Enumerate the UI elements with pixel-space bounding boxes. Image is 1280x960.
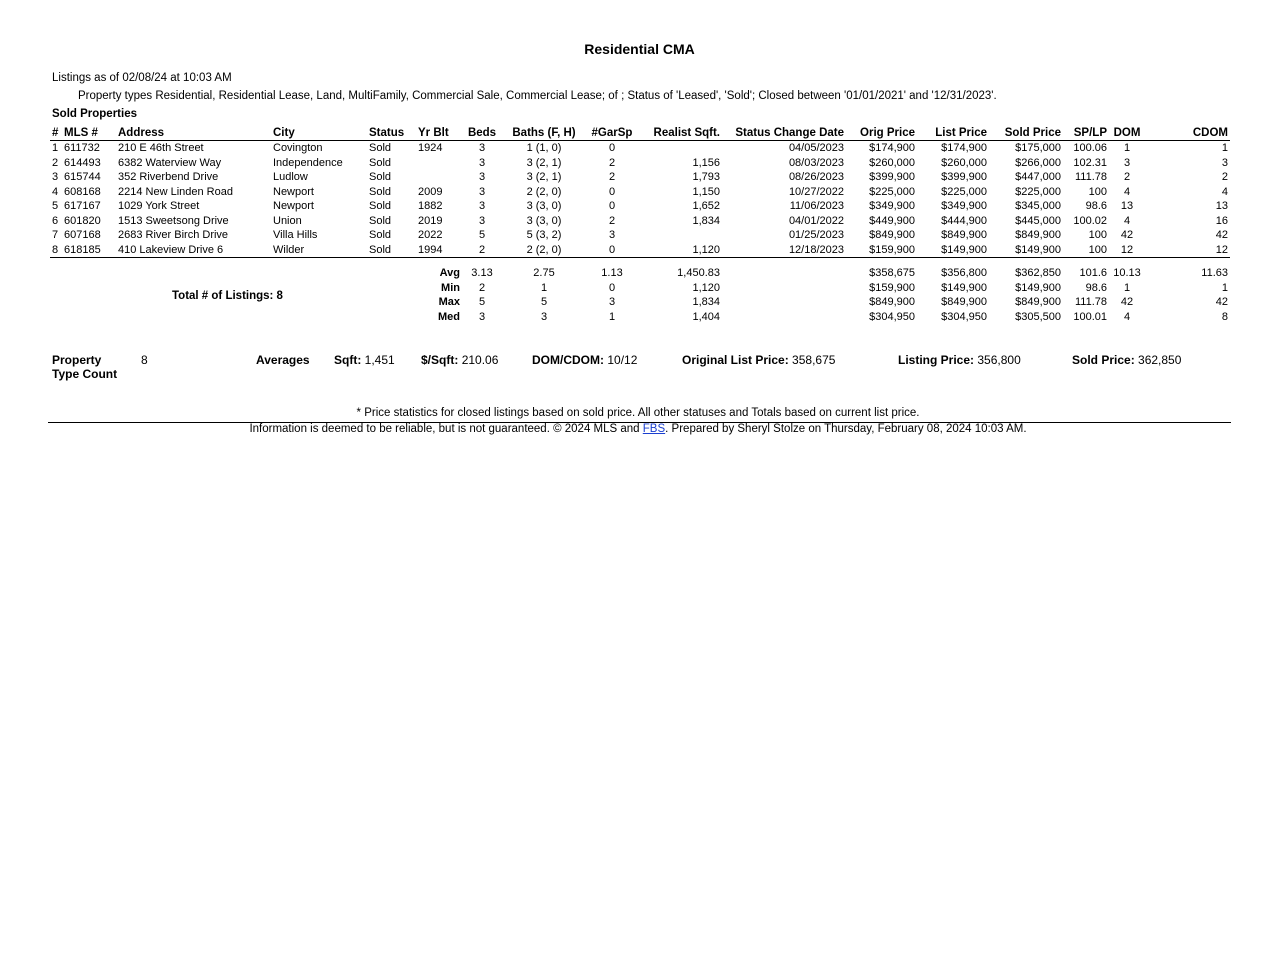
cell-address: 2683 River Birch Drive — [118, 229, 229, 242]
cell-city: Covington — [273, 142, 323, 155]
cell-status-change-date: 08/26/2023 — [788, 171, 844, 184]
stat-beds: 3.13 — [471, 267, 493, 280]
stats-row — [50, 281, 1230, 296]
stat-dom: 1 — [1123, 281, 1131, 294]
column-header-list-price: List Price — [917, 125, 989, 141]
stat-sqft: 1,120 — [692, 281, 720, 294]
cell-status: Sold — [369, 214, 392, 227]
stat-empty-cell — [722, 310, 846, 325]
stat-empty-cell — [62, 310, 116, 325]
stat-orig: $159,900 — [869, 281, 915, 294]
cell-status-change-date: 04/01/2022 — [788, 214, 844, 227]
cell-dom: 2 — [1123, 171, 1131, 184]
cell-dom: 13 — [1120, 200, 1134, 213]
cell-row-number: 2 — [52, 156, 59, 169]
stat-empty-cell — [722, 266, 846, 281]
stat-baths: 3 — [540, 310, 548, 323]
stat-sold: $362,850 — [1015, 267, 1061, 280]
cell-mls-number: 615744 — [64, 171, 101, 184]
cell-sp-lp: 102.31 — [1073, 156, 1107, 169]
cell-status-change-date: 08/03/2023 — [788, 156, 844, 169]
cell-beds: 3 — [478, 156, 486, 169]
cell-year-built: 2022 — [418, 229, 443, 242]
stat-empty-cell — [271, 266, 367, 281]
column-header-status-change-date: Status Change Date — [722, 125, 846, 141]
stat-dom: 42 — [1120, 296, 1134, 309]
table-row — [50, 185, 1230, 200]
stat-gar: 1.13 — [601, 267, 623, 280]
averages-label — [256, 353, 310, 367]
stat-empty-cell — [116, 295, 271, 310]
cell-sp-lp: 98.6 — [1085, 200, 1107, 213]
cell-row-number: 7 — [52, 229, 59, 242]
stat-empty-cell — [50, 281, 62, 296]
cell-baths: 1 (1, 0) — [526, 142, 562, 155]
stat-empty-cell — [62, 266, 116, 281]
cell-sold-price: $225,000 — [1015, 185, 1061, 198]
avg-dom-cdom — [532, 353, 637, 367]
avg-price-per-sqft — [421, 353, 498, 367]
cell-realist-sqft: 1,834 — [692, 214, 720, 227]
avg-sqft-value: 1,451 — [364, 353, 395, 367]
cell-year-built: 2019 — [418, 214, 443, 227]
cell-year-built: 1994 — [416, 243, 462, 258]
disclaimer-text-before: Information is deemed to be reliable, but is not guaranteed. © 2024 MLS and — [249, 423, 643, 435]
cell-baths: 3 (3, 0) — [526, 200, 562, 213]
cell-city: Independence — [273, 156, 343, 169]
cell-dom: 4 — [1123, 185, 1131, 198]
cell-year-built — [416, 170, 462, 185]
cell-orig-price: $349,900 — [869, 200, 915, 213]
cell-list-price: $399,900 — [941, 171, 987, 184]
cell-beds: 3 — [478, 214, 486, 227]
domcdom-label: DOM/CDOM: — [532, 353, 604, 367]
cell-orig-price: $399,900 — [869, 171, 915, 184]
cell-status-change-date: 12/18/2023 — [722, 243, 846, 258]
column-header-baths: Baths (F, H) — [502, 125, 586, 141]
cell-status: Sold — [369, 229, 392, 242]
cell-cdom: 12 — [1145, 243, 1230, 258]
stat-splp: 98.6 — [1085, 281, 1107, 294]
cell-list-price: $849,900 — [941, 229, 987, 242]
averages-label-text: Averages — [256, 353, 310, 367]
cell-dom: 12 — [1109, 243, 1145, 258]
cell-address: 210 E 46th Street — [118, 142, 204, 155]
cell-garage-spaces: 0 — [586, 243, 638, 258]
cell-sold-price: $149,900 — [989, 243, 1063, 258]
cell-orig-price: $225,000 — [869, 185, 915, 198]
cell-sp-lp: 100.02 — [1073, 214, 1107, 227]
cell-list-price: $349,900 — [941, 200, 987, 213]
column-header-address: Address — [116, 125, 271, 141]
avg-listing-price — [898, 353, 1021, 367]
stat-empty-cell — [367, 266, 416, 281]
cell-row-number: 3 — [52, 171, 59, 184]
cell-row-number: 6 — [52, 214, 59, 227]
cell-garage-spaces: 0 — [608, 142, 616, 155]
cell-status: Sold — [369, 200, 392, 213]
avg-original-list-price — [682, 353, 835, 367]
stats-row — [50, 266, 1230, 281]
listings-as-of: Listings as of 02/08/24 at 10:03 AM — [52, 72, 232, 84]
cell-beds: 3 — [478, 185, 486, 198]
table-row — [50, 214, 1230, 229]
cell-list-price: $225,000 — [941, 185, 987, 198]
stat-label: Max — [438, 296, 460, 309]
cell-orig-price: $849,900 — [869, 229, 915, 242]
column-header-beds: Beds — [462, 125, 502, 141]
table-row — [50, 199, 1230, 214]
table-header-row — [50, 125, 1230, 141]
list-price-value: 356,800 — [977, 353, 1021, 367]
stat-list: $149,900 — [941, 281, 987, 294]
stat-splp: 111.78 — [1074, 296, 1107, 309]
property-type-count-value: 8 — [141, 353, 148, 367]
stat-sqft: 1,404 — [692, 310, 720, 323]
stat-gar: 3 — [608, 296, 616, 309]
stat-empty-cell — [50, 266, 62, 281]
search-criteria: Property types Residential, Residential Lease, Land, MultiFamily, Commercial Sale, Commercial Lease; of ; Status of 'Leased', 'Sold'; Closed between '01/01/2021' and '12/31/2023'. — [78, 90, 997, 102]
sold-price-value: 362,850 — [1138, 353, 1182, 367]
stat-sqft: 1,834 — [692, 296, 720, 309]
cell-garage-spaces: 3 — [608, 229, 616, 242]
type-count-label-line2: Type Count — [52, 367, 118, 381]
cell-realist-sqft: 1,150 — [692, 185, 720, 198]
stat-empty-cell — [50, 295, 62, 310]
cell-mls-number: 608168 — [64, 185, 101, 198]
cell-list-price: $444,900 — [941, 214, 987, 227]
cell-row-number: 4 — [52, 185, 59, 198]
cell-address: 2214 New Linden Road — [118, 185, 233, 198]
cell-baths: 3 (2, 1) — [526, 156, 562, 169]
cell-address: 1029 York Street — [118, 200, 200, 213]
cell-status: Sold — [369, 142, 392, 155]
cell-sp-lp: 100 — [1088, 185, 1107, 198]
stat-list: $304,950 — [941, 310, 987, 323]
stat-empty-cell — [367, 295, 416, 310]
report-title: Residential CMA — [584, 41, 695, 57]
table-body — [50, 141, 1230, 258]
domcdom-value: 10/12 — [607, 353, 638, 367]
table-row — [50, 141, 1230, 156]
column-header-sold-price: Sold Price — [989, 125, 1063, 141]
stat-splp: 100.01 — [1073, 310, 1107, 323]
stat-label: Med — [438, 310, 460, 323]
total-listings: Total # of Listings: 8 — [172, 290, 283, 302]
stat-cdom: 8 — [1221, 310, 1228, 323]
stat-gar: 0 — [608, 281, 616, 294]
stat-baths: 5 — [540, 296, 548, 309]
cell-sp-lp: 100 — [1088, 229, 1107, 242]
stat-empty-cell — [116, 281, 271, 296]
price-footnote: * Price statistics for closed listings based on sold price. All other statuses and Totals based on current list price. — [356, 407, 920, 419]
stat-cdom: 11.63 — [1201, 267, 1228, 280]
cell-dom: 42 — [1120, 229, 1134, 242]
cell-year-built: 1924 — [418, 142, 443, 155]
stat-empty-cell — [62, 281, 116, 296]
column-header-realist-sqft: Realist Sqft. — [638, 125, 722, 141]
cell-garage-spaces: 0 — [608, 185, 616, 198]
cell-sold-price: $266,000 — [1015, 156, 1061, 169]
stat-label: Avg — [439, 267, 460, 280]
cell-realist-sqft — [638, 141, 722, 156]
cell-orig-price: $159,900 — [846, 243, 917, 258]
cell-cdom: 1 — [1221, 142, 1228, 155]
column-header-mls-number: MLS # — [62, 125, 116, 141]
report-page — [48, 0, 1231, 960]
stat-sold: $305,500 — [1015, 310, 1061, 323]
stat-sold: $149,900 — [1015, 281, 1061, 294]
stats-table — [50, 266, 1230, 324]
stat-orig: $304,950 — [869, 310, 915, 323]
cell-city: Ludlow — [273, 171, 308, 184]
cell-baths: 2 (2, 0) — [502, 243, 586, 258]
type-count-label-line1: Property — [52, 353, 102, 367]
cell-list-price: $149,900 — [917, 243, 989, 258]
stat-empty-cell — [116, 310, 271, 325]
orig-price-label: Original List Price: — [682, 353, 789, 367]
stat-empty-cell — [722, 295, 846, 310]
stat-empty-cell — [722, 281, 846, 296]
cell-mls-number: 617167 — [64, 200, 101, 213]
cell-city: Union — [273, 214, 302, 227]
cell-beds: 3 — [478, 142, 486, 155]
stats-row — [50, 310, 1230, 325]
cell-beds: 3 — [478, 200, 486, 213]
cell-beds: 5 — [478, 229, 486, 242]
stat-beds: 3 — [478, 310, 486, 323]
column-header-year-built: Yr Blt — [416, 125, 462, 141]
cell-year-built: 1882 — [418, 200, 443, 213]
stat-orig: $849,900 — [869, 296, 915, 309]
stat-empty-cell — [367, 281, 416, 296]
cell-realist-sqft: 1,793 — [692, 171, 720, 184]
stats-row — [50, 295, 1230, 310]
stat-cdom: 42 — [1215, 296, 1228, 309]
sold-price-label: Sold Price: — [1072, 353, 1135, 367]
cell-sold-price: $849,900 — [1015, 229, 1061, 242]
cell-year-built — [416, 156, 462, 171]
cell-cdom: 16 — [1215, 214, 1228, 227]
stat-empty-cell — [116, 266, 271, 281]
ppsf-value: 210.06 — [461, 353, 499, 367]
table-row — [50, 170, 1230, 185]
cell-year-built: 2009 — [418, 185, 443, 198]
cell-baths: 3 (2, 1) — [526, 171, 562, 184]
stat-dom: 10.13 — [1113, 267, 1141, 280]
cell-mls-number: 618185 — [62, 243, 116, 258]
cell-dom: 1 — [1123, 142, 1131, 155]
cell-sold-price: $175,000 — [1015, 142, 1061, 155]
property-type-count-label — [52, 353, 117, 381]
cell-row-number: 1 — [52, 142, 59, 155]
stat-empty-cell — [50, 310, 62, 325]
cell-city: Wilder — [271, 243, 367, 258]
cell-status-change-date: 01/25/2023 — [788, 229, 844, 242]
cell-mls-number: 607168 — [64, 229, 101, 242]
section-title: Sold Properties — [52, 108, 137, 120]
cell-cdom: 13 — [1215, 200, 1228, 213]
cell-status-change-date: 04/05/2023 — [788, 142, 844, 155]
cell-orig-price: $449,900 — [869, 214, 915, 227]
cell-row-number: 5 — [52, 200, 59, 213]
cell-mls-number: 614493 — [64, 156, 101, 169]
cell-garage-spaces: 0 — [608, 200, 616, 213]
cell-status-change-date: 10/27/2022 — [788, 185, 844, 198]
cell-list-price: $260,000 — [941, 156, 987, 169]
cell-address: 410 Lakeview Drive 6 — [116, 243, 271, 258]
cell-status: Sold — [367, 243, 416, 258]
cell-sold-price: $447,000 — [1015, 171, 1061, 184]
stat-dom: 4 — [1123, 310, 1131, 323]
cell-garage-spaces: 2 — [608, 214, 616, 227]
cell-sold-price: $345,000 — [1015, 200, 1061, 213]
cell-sp-lp: 100.06 — [1073, 142, 1107, 155]
cell-sp-lp: 100 — [1063, 243, 1109, 258]
cell-cdom: 4 — [1221, 185, 1228, 198]
stat-gar: 1 — [608, 310, 616, 323]
cell-realist-sqft: 1,120 — [638, 243, 722, 258]
cell-sp-lp: 111.78 — [1074, 171, 1107, 184]
cell-mls-number: 611732 — [64, 142, 100, 155]
cell-sold-price: $445,000 — [1015, 214, 1061, 227]
stat-orig: $358,675 — [869, 267, 915, 280]
cell-orig-price: $260,000 — [869, 156, 915, 169]
disclaimer-text-after: . Prepared by Sheryl Stolze on Thursday, February 08, 2024 10:03 AM. — [665, 423, 1027, 435]
stat-sqft: 1,450.83 — [677, 267, 720, 280]
cell-address: 1513 Sweetsong Drive — [118, 214, 229, 227]
cell-cdom: 3 — [1221, 156, 1228, 169]
stat-beds: 2 — [478, 281, 486, 294]
orig-price-value: 358,675 — [792, 353, 836, 367]
stat-baths: 2.75 — [533, 267, 555, 280]
cell-beds: 2 — [462, 243, 502, 258]
cell-baths: 2 (2, 0) — [526, 185, 562, 198]
column-header-status: Status — [367, 125, 416, 141]
cell-dom: 3 — [1123, 156, 1131, 169]
stat-empty-cell — [271, 295, 367, 310]
avg-sqft — [334, 353, 395, 367]
cell-garage-spaces: 2 — [608, 171, 616, 184]
cell-status: Sold — [369, 171, 392, 184]
cell-mls-number: 601820 — [64, 214, 101, 227]
cell-baths: 5 (3, 2) — [526, 229, 562, 242]
stat-splp: 101.6 — [1079, 267, 1107, 280]
cell-realist-sqft — [638, 228, 722, 243]
column-header-cdom: CDOM — [1145, 125, 1230, 141]
sold-properties-table — [50, 125, 1230, 258]
cell-row-number: 8 — [50, 243, 62, 258]
ppsf-label: $/Sqft: — [421, 353, 459, 367]
cell-list-price: $174,900 — [941, 142, 987, 155]
stat-list: $356,800 — [941, 267, 987, 280]
cell-cdom: 42 — [1215, 229, 1228, 242]
stat-baths: 1 — [540, 281, 548, 294]
cell-status-change-date: 11/06/2023 — [789, 200, 844, 213]
fbs-link[interactable]: FBS — [642, 423, 666, 435]
column-header-city: City — [271, 125, 367, 141]
column-header-sp-lp: SP/LP — [1063, 125, 1109, 141]
stat-empty-cell — [367, 310, 416, 325]
column-header-orig-price: Orig Price — [846, 125, 917, 141]
column-header-row-number: # — [50, 125, 62, 141]
stat-empty-cell — [62, 295, 116, 310]
cell-status: Sold — [369, 156, 392, 169]
column-header-garage-spaces: #GarSp — [586, 125, 638, 141]
cell-baths: 3 (3, 0) — [526, 214, 562, 227]
cell-city: Villa Hills — [273, 229, 318, 242]
stat-label: Min — [441, 281, 460, 294]
stat-empty-cell — [271, 310, 367, 325]
cell-garage-spaces: 2 — [608, 156, 616, 169]
table-row — [50, 228, 1230, 243]
table-row — [50, 156, 1230, 171]
avg-sqft-label: Sqft: — [334, 353, 362, 367]
cell-realist-sqft: 1,652 — [692, 200, 720, 213]
cell-city: Newport — [273, 200, 314, 213]
cell-address: 6382 Waterview Way — [118, 156, 222, 169]
cell-cdom: 2 — [1221, 171, 1228, 184]
stat-sold: $849,900 — [1015, 296, 1061, 309]
cell-realist-sqft: 1,156 — [692, 156, 720, 169]
column-header-dom: DOM — [1109, 125, 1145, 141]
cell-status: Sold — [369, 185, 392, 198]
cell-beds: 3 — [478, 171, 486, 184]
cell-city: Newport — [273, 185, 314, 198]
stat-beds: 5 — [478, 296, 486, 309]
stat-cdom: 1 — [1221, 281, 1228, 294]
stat-empty-cell — [271, 281, 367, 296]
cell-address: 352 Riverbend Drive — [118, 171, 219, 184]
disclaimer — [48, 423, 1228, 435]
list-price-label: Listing Price: — [898, 353, 975, 367]
cell-orig-price: $174,900 — [869, 142, 915, 155]
table-row — [50, 243, 1230, 258]
avg-sold-price — [1072, 353, 1181, 367]
cell-dom: 4 — [1123, 214, 1131, 227]
stat-list: $849,900 — [941, 296, 987, 309]
